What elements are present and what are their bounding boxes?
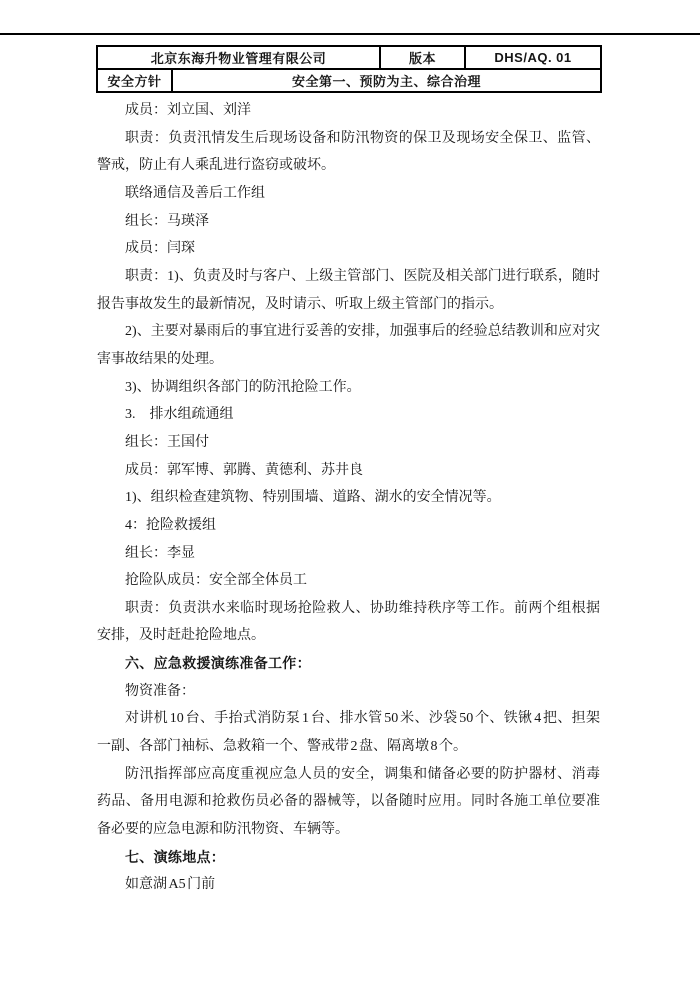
paragraph: 职责：负责洪水来临时现场抢险救人、协助维持秩序等工作。前两个组根据安排，及时赶赴抢险地点。 (97, 600, 600, 644)
paragraph: 抢险队成员：安全部全体员工 (125, 573, 307, 589)
table-row (97, 69, 601, 92)
paragraph: 4：抢险救援组 (125, 517, 216, 533)
paragraph: 成员：郭军博、郭腾、黄德利、苏井良 (125, 462, 363, 478)
paragraph: 组长：王国付 (125, 434, 209, 450)
section-heading-preparation: 六、应急救援演练准备工作： (125, 655, 311, 672)
table-row (97, 46, 601, 69)
paragraph: 联络通信及善后工作组 (125, 185, 265, 201)
paragraph: 对讲机 10 台、手抬式消防泵 1 台、排水管 50 米、沙袋 50 个、铁锹 4 把、担架一副、各部门袖标、急救箱一个、警戒带 2 盘、隔离墩 8 个。 (97, 711, 600, 755)
version-code-cell: DHS/AQ. 01 (465, 46, 601, 69)
paragraph: 成员：刘立国、刘洋 (125, 103, 251, 118)
paragraph: 2)、主要对暴雨后的事宜进行妥善的安排，加强事后的经验总结教训和应对灾害事故结果的处理。 (97, 324, 600, 367)
policy-label-cell: 安全方针 (97, 69, 172, 92)
header-rule (0, 33, 700, 35)
paragraph: 成员：闫琛 (125, 241, 195, 257)
document-body (97, 97, 600, 899)
policy-text-cell: 安全第一、预防为主、综合治理 (172, 69, 601, 92)
paragraph: 职责：负责汛情发生后现场设备和防汛物资的保卫及现场安全保卫、监管、警戒，防止有人乘乱进行盗窃或破坏。 (97, 130, 600, 174)
version-label-cell: 版本 (380, 46, 465, 69)
paragraph: 3. 排水组疏通组 (125, 407, 234, 423)
company-name-cell: 北京东海升物业管理有限公司 (97, 46, 380, 69)
paragraph: 组长：马瑛泽 (125, 213, 209, 229)
paragraph: 1)、组织检查建筑物、特别围墙、道路、湖水的安全情况等。 (125, 490, 501, 506)
paragraph: 如意湖 A5 门前 (125, 877, 216, 893)
paragraph: 物资准备： (125, 683, 195, 699)
document-header-table (96, 45, 602, 93)
paragraph: 职责：1)、负责及时与客户、上级主管部门、医院及相关部门进行联系，随时报告事故发生的最新情况，及时请示、听取上级主管部门的指示。 (97, 268, 600, 312)
paragraph: 3)、协调组织各部门的防汛抢险工作。 (125, 379, 361, 395)
paragraph: 防汛指挥部应高度重视应急人员的安全，调集和储备必要的防护器材、消毒药品、备用电源和抢救伤员必备的器械等，以备随时应用。同时各施工单位要准备必要的应急电源和防汛物资、车辆等。 (97, 766, 600, 838)
paragraph: 组长：李显 (125, 545, 195, 561)
section-heading-location: 七、演练地点： (125, 848, 226, 865)
